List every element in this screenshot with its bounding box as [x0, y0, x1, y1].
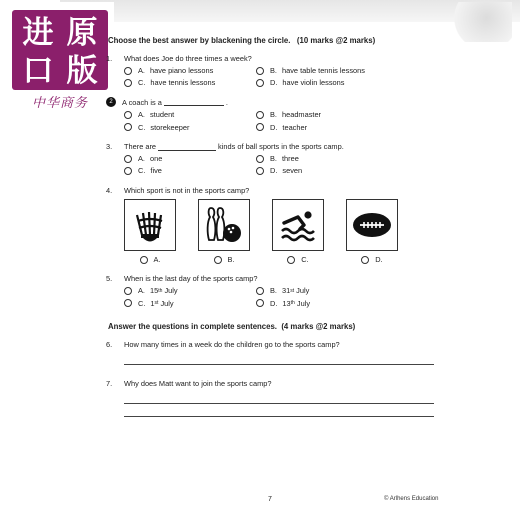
publisher-badge — [2, 2, 114, 114]
picture-option-d[interactable]: D. — [346, 199, 398, 264]
import-seal — [12, 10, 108, 90]
question-7 — [106, 379, 446, 417]
option-c[interactable]: C. five — [124, 166, 256, 175]
option-c[interactable]: C. have tennis lessons — [124, 78, 256, 87]
answer-line[interactable] — [124, 391, 434, 404]
rugby-ball-icon — [350, 205, 394, 245]
question-2: 2 A coach is a . A. student B. headmaster C. storekeeper D. teacher — [106, 97, 446, 132]
fill-blank[interactable] — [164, 98, 224, 106]
question-number: 7. — [106, 378, 113, 388]
answer-circle[interactable] — [124, 111, 132, 119]
answer-circle[interactable] — [140, 256, 148, 264]
answer-circle[interactable] — [256, 111, 264, 119]
section1-title: Choose the best answer by blackening the circle. (10 marks @2 marks) — [108, 36, 376, 45]
question-number: 4. — [106, 185, 113, 195]
option-a[interactable]: A. student — [124, 110, 256, 119]
question-6 — [106, 340, 446, 365]
page-number: 7 — [268, 496, 272, 503]
seal-char: 版 — [66, 53, 98, 89]
worksheet — [106, 36, 446, 427]
section2-title: Answer the questions in complete sentences. (4 marks @2 marks) — [108, 321, 356, 331]
answer-circle[interactable] — [124, 67, 132, 75]
brand-name: 中华商务 — [31, 96, 88, 111]
answer-circle[interactable] — [124, 123, 132, 131]
answer-circle[interactable] — [287, 256, 295, 264]
option-b[interactable]: B. have table tennis lessons — [256, 66, 406, 75]
option-a[interactable]: A. one — [124, 154, 256, 163]
option-c[interactable]: C. storekeeper — [124, 123, 256, 132]
answer-line[interactable] — [124, 352, 434, 365]
option-d[interactable]: D. 13 th July — [256, 299, 406, 308]
question-number: 5. — [106, 274, 113, 284]
question-text: Why does Matt want to join the sports camp? — [124, 378, 272, 388]
shuttlecock-icon — [130, 205, 170, 245]
option-b[interactable]: B. three — [256, 154, 406, 163]
answer-line[interactable] — [124, 404, 434, 417]
picture-option-a[interactable]: A. — [124, 199, 176, 264]
answer-circle[interactable] — [124, 299, 132, 307]
question-text: A coach is a — [122, 97, 162, 107]
picture-option-b[interactable]: B. — [198, 199, 250, 264]
question-text: There are — [124, 141, 157, 151]
swimming-icon — [278, 205, 318, 245]
answer-circle[interactable] — [256, 155, 264, 163]
answer-circle[interactable] — [256, 299, 264, 307]
answer-circle[interactable] — [214, 256, 222, 264]
option-d[interactable]: D. seven — [256, 166, 406, 175]
corner-decoration — [448, 2, 512, 42]
question-3: 3. There are kinds of ball sports in the sports camp. A. one B. three C. five D. seven — [106, 142, 446, 176]
answer-circle[interactable] — [124, 167, 132, 175]
seal-char: 进 — [22, 15, 54, 51]
answer-circle[interactable] — [256, 287, 264, 295]
answer-circle[interactable] — [124, 155, 132, 163]
question-number: 6. — [106, 339, 113, 349]
copyright: © Arlhens Education — [384, 496, 439, 502]
option-b[interactable]: B. headmaster — [256, 110, 406, 119]
question-number-bubble: 2 — [106, 97, 116, 107]
question-number: 3. — [106, 141, 113, 151]
fill-blank[interactable] — [158, 143, 216, 151]
option-c[interactable]: C. 1 st July — [124, 299, 256, 308]
bowling-icon — [204, 205, 244, 245]
question-text: What does Joe do three times a week? — [124, 53, 252, 63]
question-1 — [106, 54, 446, 88]
answer-circle[interactable] — [361, 256, 369, 264]
option-d[interactable]: D. have violin lessons — [256, 78, 406, 87]
seal-char: 口 — [22, 53, 54, 89]
option-b[interactable]: B. 31 st July — [256, 286, 406, 295]
seal-char: 原 — [66, 15, 98, 51]
answer-circle[interactable] — [256, 79, 264, 87]
answer-circle[interactable] — [124, 79, 132, 87]
picture-option-c[interactable]: C. — [272, 199, 324, 264]
option-a[interactable]: A. 15 th July — [124, 286, 256, 295]
answer-circle[interactable] — [256, 67, 264, 75]
answer-circle[interactable] — [256, 167, 264, 175]
question-text: How many times in a week do the children go to the sports camp? — [124, 339, 340, 349]
question-text: When is the last day of the sports camp? — [124, 274, 258, 284]
question-5 — [106, 274, 446, 308]
question-text: Which sport is not in the sports camp? — [124, 185, 250, 195]
answer-circle[interactable] — [256, 123, 264, 131]
question-4 — [106, 186, 446, 265]
answer-circle[interactable] — [124, 287, 132, 295]
option-a[interactable]: A. have piano lessons — [124, 66, 256, 75]
question-number: 1. — [106, 53, 113, 63]
option-d[interactable]: D. teacher — [256, 123, 406, 132]
